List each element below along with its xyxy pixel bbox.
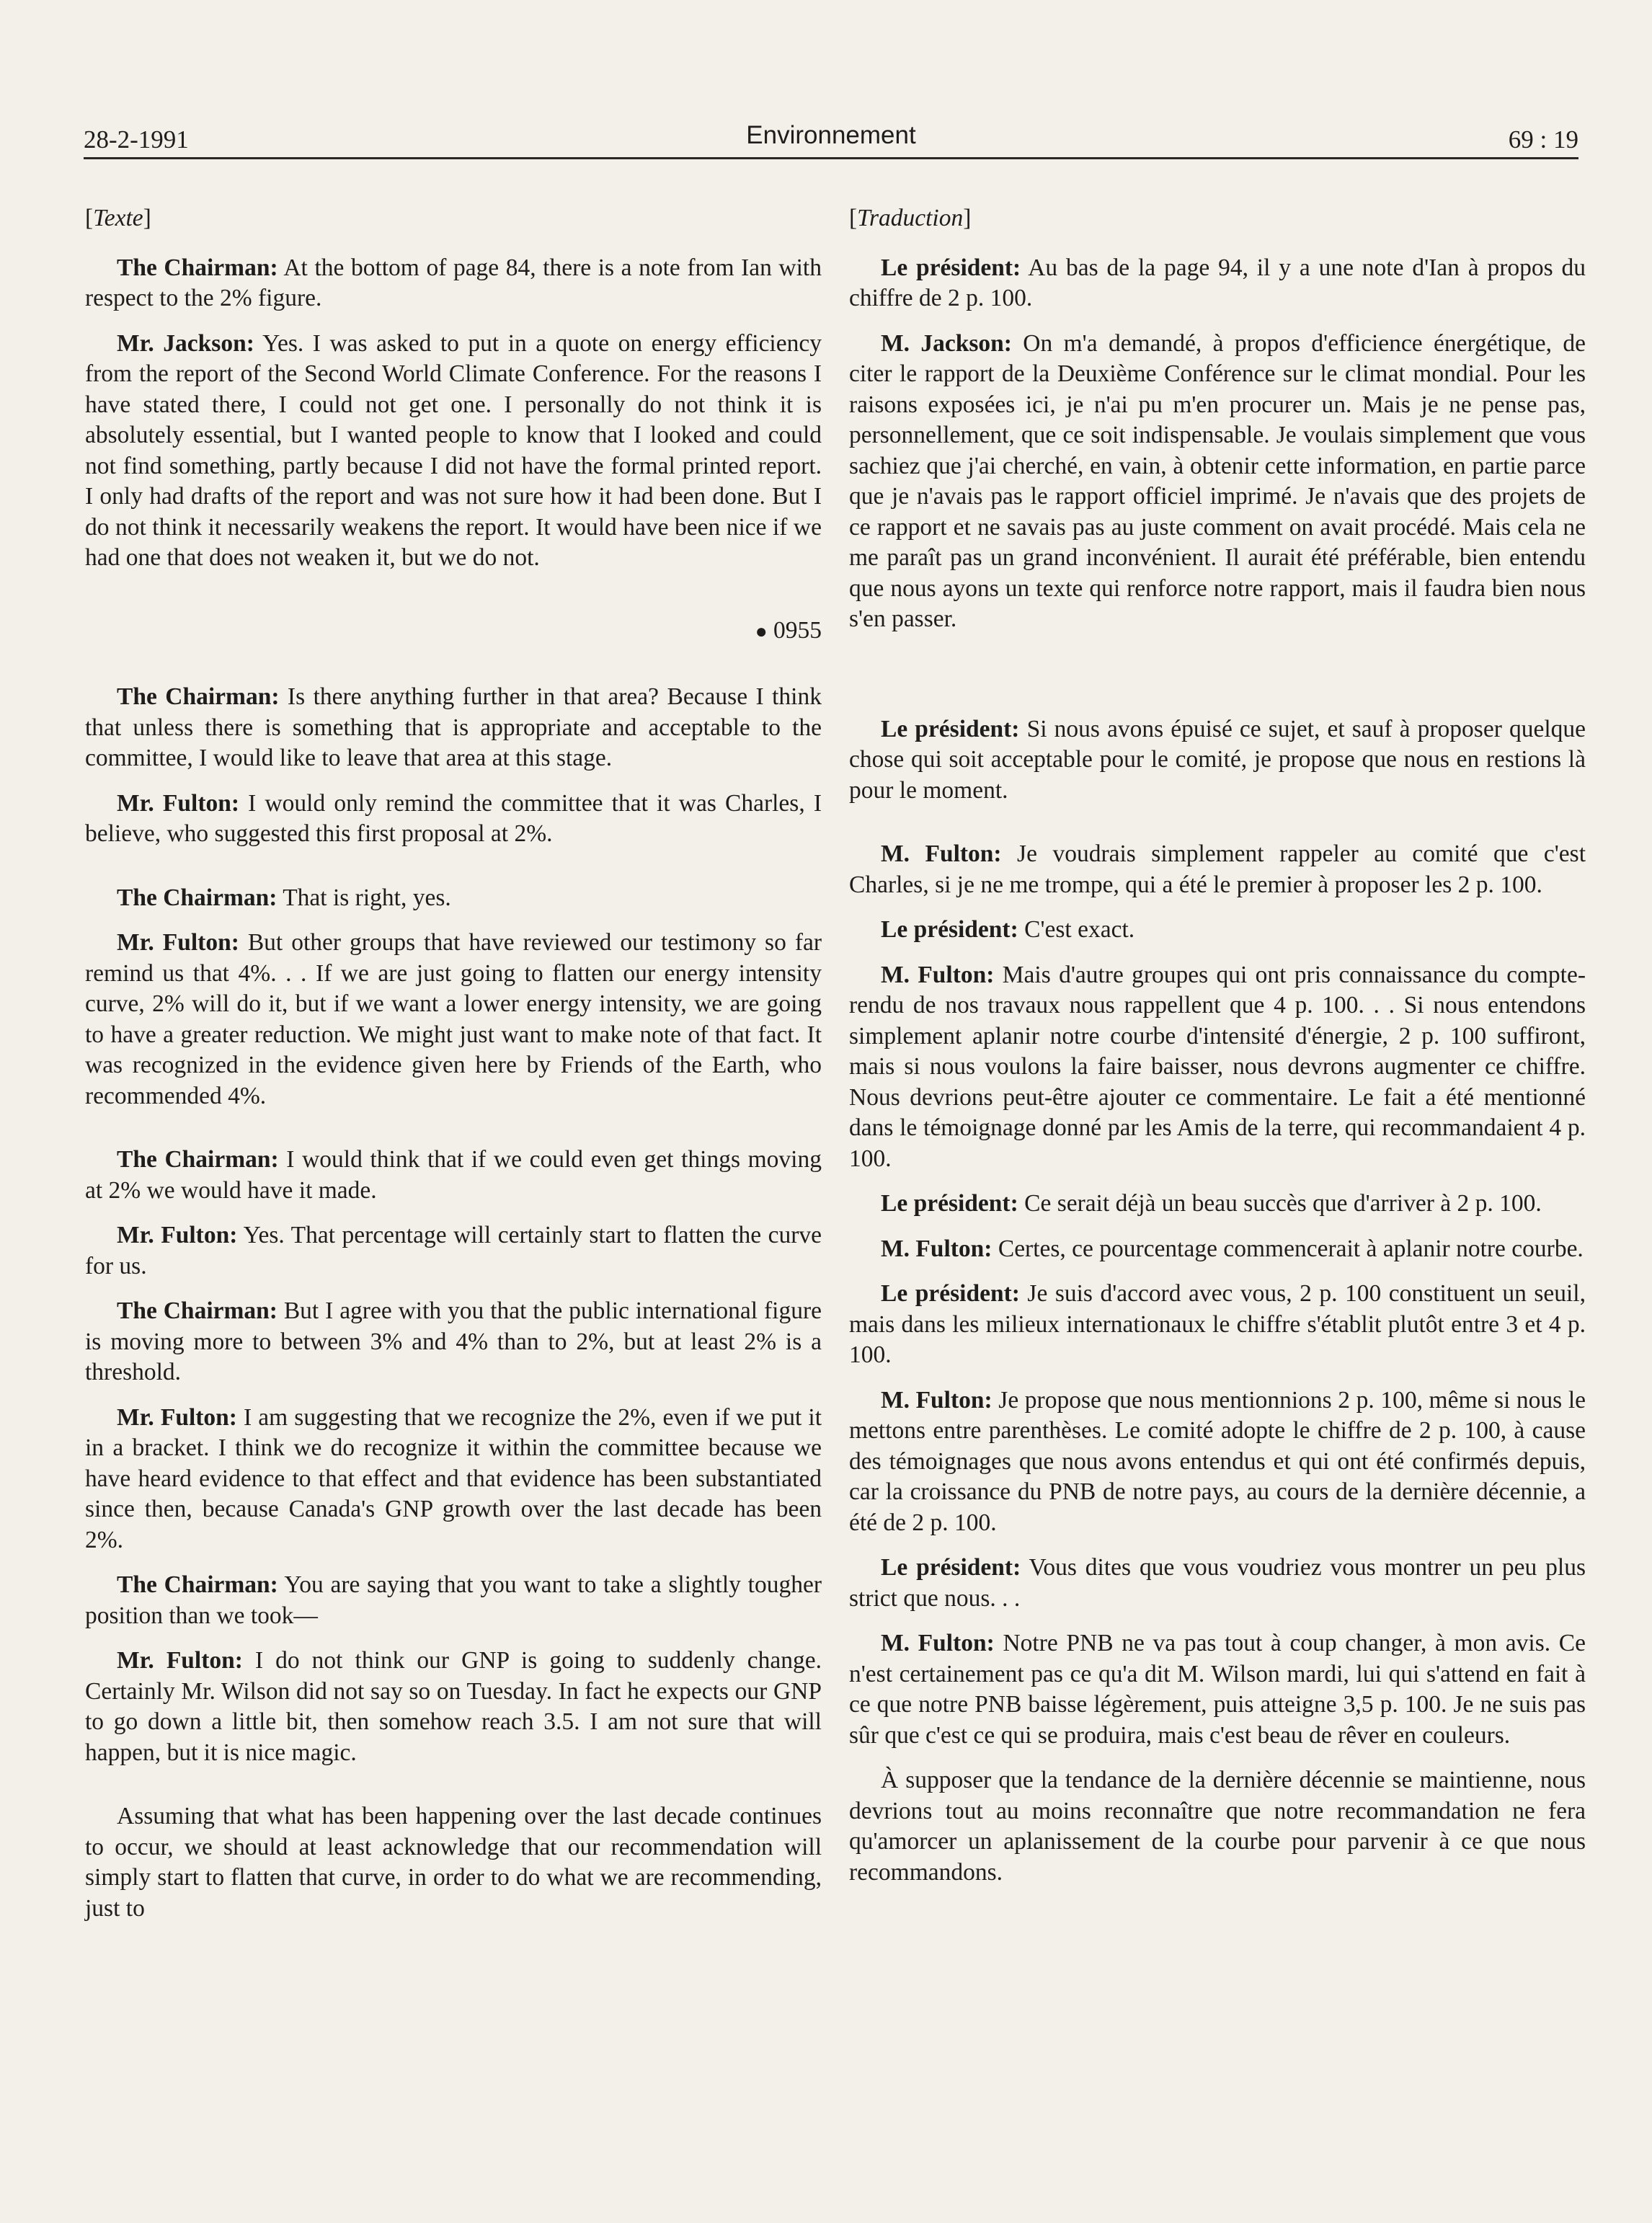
- speech-paragraph: Mr. Fulton: I would only remind the committee that it was Charles, I believe, who suggested this first proposal at 2%.: [85, 789, 822, 847]
- speech-paragraph: Mr. Fulton: I am suggesting that we recognize the 2%, even if we put it in a bracket. I think we do recognize it within the committee because we have heard evidence to that effect and that evidence has been substantiated since then, because Canada's GNP growth over the last decade has been 2%.: [85, 1403, 822, 1553]
- speech-paragraph: M. Fulton: Certes, ce pourcentage commencerait à aplanir notre courbe.: [881, 1235, 1584, 1262]
- speech-paragraph: Le président: Ce serait déjà un beau succès que d'arriver à 2 p. 100.: [881, 1190, 1542, 1217]
- speech-paragraph: M. Fulton: Mais d'autre groupes qui ont pris connaissance du compte-rendu de nos travaux nous rappellent que 4 p. 100. . . Si nous entendons simplement aplanir notre courbe d'intensité d'énergie, 2 p. 100 suffiront, mais si nous voulons la faire baisser, nous devrons augmenter ce chiffre. Nous devrions peut-être ajouter ce commentaire. Le fait a été mentionné dans le témoignage donné par les Amis de la terre, qui recommandaient 4 p. 100.: [849, 961, 1586, 1172]
- time-marker: ● 0955: [755, 616, 822, 644]
- column-tag: [Traduction]: [849, 205, 972, 231]
- french-column: [849, 203, 1586, 2149]
- speech-paragraph: Mr. Fulton: I do not think our GNP is going to suddenly change. Certainly Mr. Wilson did not say so on Tuesday. In fact he expects our GNP to go down a little bit, then somehow reach 3.5. I am not sure that will happen, but it is nice magic.: [85, 1647, 822, 1766]
- speech-paragraph: Le président: Je suis d'accord avec vous, 2 p. 100 constituent un seuil, mais dans les milieux internationaux le chiffre s'établit plutôt entre 3 et 4 p. 100.: [849, 1280, 1586, 1368]
- speech-paragraph: Le président: C'est exact.: [881, 916, 1135, 943]
- speech-paragraph: Le président: Au bas de la page 94, il y a une note d'Ian à propos du chiffre de 2 p. 100.: [849, 254, 1586, 311]
- column-tag: [Texte]: [85, 205, 151, 231]
- speech-paragraph: Mr. Fulton: But other groups that have reviewed our testimony so far remind us that 4%. . . If we are just going to flatten our energy intensity curve, 2% will do it, but if we want a lower energy intensity, we are going to have a greater reduction. We might just want to make note of that fact. It was recognized in the evidence given here by Friends of the Earth, who recommended 4%.: [85, 929, 822, 1109]
- speech-paragraph: The Chairman: But I agree with you that the public international figure is moving more to between 3% and 4% than to 2%, but at least 2% is a threshold.: [85, 1297, 822, 1385]
- speech-paragraph: The Chairman: Is there anything further in that area? Because I think that unless there is something that is appropriate and acceptable to the committee, I would like to leave that area at this stage.: [85, 683, 822, 771]
- speech-paragraph: Assuming that what has been happening over the last decade continues to occur, we should at least acknowledge that our recommendation will simply start to flatten that curve, in order to do what we are recommending, just to: [85, 1803, 822, 1922]
- speech-paragraph: Mr. Jackson: Yes. I was asked to put in a quote on energy efficiency from the report of the Second World Climate Conference. For the reasons I have stated there, I could not get one. I personally do not think it is absolutely essential, but I wanted people to know that I looked and could not find something, partly because I did not have the formal printed report. I only had drafts of the report and was not sure how it had been done. But I do not think it necessarily weakens the report. It would have been nice if we had one that does not weaken it, but we do not.: [85, 329, 822, 571]
- speech-paragraph: Mr. Fulton: Yes. That percentage will certainly start to flatten the curve for us.: [85, 1222, 822, 1279]
- page-header: [84, 114, 1578, 159]
- header-page-number: 69 : 19: [1508, 125, 1578, 154]
- header-title: Environnement: [746, 121, 916, 149]
- speech-paragraph: Le président: Si nous avons épuisé ce sujet, et sauf à proposer quelque chose qui soit acceptable pour le comité, je propose que nous en restions là pour le moment.: [849, 715, 1586, 804]
- speech-paragraph: M. Fulton: Je voudrais simplement rappeler au comité que c'est Charles, si je ne me trompe, qui a été le premier à proposer les 2 p. 100.: [849, 840, 1586, 898]
- english-column: [85, 203, 822, 2149]
- header-date: 28-2-1991: [84, 125, 189, 154]
- speech-paragraph: The Chairman: That is right, yes.: [117, 884, 451, 911]
- speech-paragraph: À supposer que la tendance de la dernière décennie se maintienne, nous devrions tout au moins reconnaître que notre recommandation ne fera qu'amorcer un aplanissement de la courbe pour parvenir à ce que nous recommandons.: [849, 1767, 1586, 1886]
- speech-paragraph: The Chairman: I would think that if we could even get things moving at 2% we would have it made.: [85, 1146, 822, 1204]
- speech-paragraph: Le président: Vous dites que vous voudriez vous montrer un peu plus strict que nous. . .: [849, 1554, 1586, 1612]
- speech-paragraph: M. Fulton: Notre PNB ne va pas tout à coup changer, à mon avis. Ce n'est certainement pas ce qu'a dit M. Wilson mardi, lui qui s'attend en fait à ce que notre PNB baisse légèrement, puis atteigne 3,5 p. 100. Je ne suis pas sûr que c'est ce qui se produira, mais c'est beau de rêver en couleurs.: [849, 1630, 1586, 1749]
- speech-paragraph: The Chairman: You are saying that you want to take a slightly tougher position than we took—: [85, 1571, 822, 1629]
- speech-paragraph: M. Fulton: Je propose que nous mentionnions 2 p. 100, même si nous le mettons entre parenthèses. Le comité adopte le chiffre de 2 p. 100, à cause des témoignages que nous avons entendus et qui ont été confirmés depuis, car la croissance du PNB de notre pays, au cours de la dernière décennie, a été de 2 p. 100.: [849, 1386, 1586, 1536]
- speech-paragraph: The Chairman: At the bottom of page 84, there is a note from Ian with respect to the 2% figure.: [85, 254, 822, 311]
- speech-paragraph: M. Jackson: On m'a demandé, à propos d'efficience énergétique, de citer le rapport de la Deuxième Conférence sur le climat mondial. Pour les raisons exposées ici, je n'ai pu m'en procurer un. Mais je ne pense pas, personnellement, que ce soit indispensable. Je voulais simplement que vous sachiez que j'ai cherché, en vain, à obtenir cette information, en partie parce que je n'avais pas le rapport officiel imprimé. Je n'avais que des projets de ce rapport et ne savais pas au juste comment on avait procédé. Mais cela ne me paraît pas un grand inconvénient. Il aurait été préférable, bien entendu que nous ayons un texte qui renforce notre rapport, mais il faudra bien nous s'en passer.: [849, 329, 1586, 632]
